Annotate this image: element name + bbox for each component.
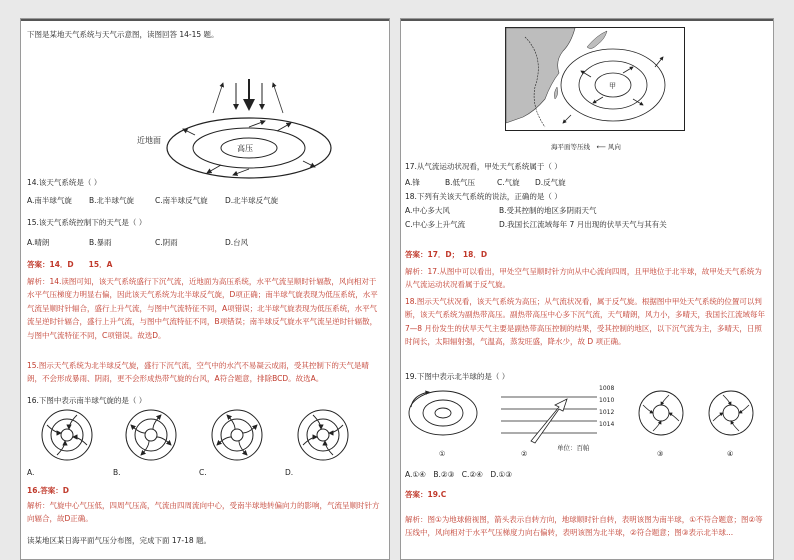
map-center-label: 甲 <box>609 82 616 90</box>
question-18: 18.下列有关该天气系统的说法，正确的是（ ） <box>405 192 562 201</box>
figure-num-4: ④ <box>727 450 734 458</box>
earth-topview-icon <box>409 391 477 435</box>
isobar-1012: 1012 <box>599 409 615 416</box>
intro-14-15: 下图是某地天气系统与天气示意图，读图回答 14-15 题。 <box>27 30 219 39</box>
left-page <box>20 18 390 560</box>
question-15: 15.该天气系统控制下的天气是（ ） <box>27 218 147 227</box>
answer-14-15: 答案：14．D 15．A <box>27 260 113 269</box>
isobar-1010: 1010 <box>599 397 615 404</box>
figure-num-2: ② <box>521 450 528 458</box>
cyclone-a-icon <box>42 410 92 460</box>
q18-option-a: A.中心多大风 <box>405 206 450 215</box>
hemisphere-options-figure <box>405 383 769 449</box>
analysis-19: 解析：图①为地球俯视图，箭头表示自转方向，地球顺时针自转，表明该图为南半球，①不符合题意；图②等压线中，风向相对于水平气压梯度力向右偏转，表明该图为北半球，②符合题意；图③表示北半球... <box>405 515 763 538</box>
analysis-18: 18.图示天气状况看，该天气系统为高压；从气流状况看，属于反气旋。根据图中甲处天气系统的位置可以判断，该天气系统为副热带高压。副热带高压中心多下沉气流，天气晴朗，风力小，多晴天，我国长江流域每年 7—8 月份发生的伏旱天气主要是副热带高压控制的结果，受其控制的地区，以下沉气流为主，多晴天，日照时间长，太阳辐射强，气温高，蒸发旺盛，降水少，故 D 项正确。 <box>405 297 765 347</box>
figure-num-1: ① <box>439 450 446 458</box>
q16-option-c: C. <box>199 468 207 477</box>
cyclone-d-icon <box>298 410 348 460</box>
isobar-1014: 1014 <box>599 421 615 428</box>
analysis-16: 解析：气旋中心气压低，四周气压高，气流由四周流向中心，受南半球地转偏向力的影响，气流呈顺时针方向辐合，故D正确。 <box>27 501 380 524</box>
map-legend: 海平面等压线 ⟵ 风向 <box>551 143 621 151</box>
cyclone-b-icon <box>126 410 176 460</box>
q17-option-b: B.低气压 <box>445 178 476 187</box>
q18-option-c: C.中心多上升气流 <box>405 220 466 229</box>
question-19: 19.下图中表示北半球的是（ ） <box>405 372 510 381</box>
answer-16: 16.答案：D <box>27 486 70 495</box>
anticyclone-diagram <box>161 75 371 185</box>
q14-option-d: D.北半球反气旋 <box>225 196 279 205</box>
analysis-14: 解析：14.读图可知，该天气系统盛行下沉气流，近地面为高压系统，水平气流呈顺时针辐散，风向相对于水平气压梯度力明显右偏，因此该天气系统为北半球反气旋，D项正确；南半球气旋表现为低压系统，水平气流呈顺时针辐合，盛行上升气流，与图中气流特征不同，A项错误；北半球气旋表现为低压系统，水平气流呈逆时针辐合，盛行上升气流，与图中气流特征不同，B项错误；南半球反气旋水平气流呈逆时针辐散，与图中气流特征不同，C项错误。故选D。 <box>27 277 378 340</box>
figure-num-3: ③ <box>657 450 664 458</box>
answer-19: 答案：19.C <box>405 490 447 499</box>
q15-option-a: A.晴朗 <box>27 238 50 247</box>
q18-option-b: B.受其控制的地区多阴雨天气 <box>499 206 597 215</box>
analysis-17: 解析：17.从图中可以看出，甲处空气呈顺时针方向从中心流向四周，且甲地位于北半球，故甲处天气系统为从气流运动状况看属于反气旋。 <box>405 267 762 290</box>
pressure-map <box>505 27 685 141</box>
q15-option-c: C.阴雨 <box>155 238 178 247</box>
high-pressure-label: 高压 <box>237 144 253 153</box>
q16-option-d: D. <box>285 468 294 477</box>
q18-option-d: D.我国长江流域每年 7 月出现的伏旱天气与其有关 <box>499 220 667 229</box>
q17-option-a: A.锋 <box>405 178 420 187</box>
analysis-15: 15.图示天气系统为北半球反气旋，盛行下沉气流，空气中的水汽不易凝云成雨，受其控制下的天气是晴朗，不会形成暴雨、阴雨，更不会形成热带气旋的台风，A符合题意，排除BCD。故选A。 <box>27 361 369 384</box>
cyclone-4-icon <box>709 391 753 435</box>
q16-option-a: A. <box>27 468 35 477</box>
q14-option-a: A.南半球气旋 <box>27 196 72 205</box>
right-page <box>400 18 774 560</box>
near-ground-label: 近地面 <box>137 136 161 145</box>
question-16: 16.下图中表示南半球气旋的是（ ） <box>27 396 147 405</box>
q14-option-c: C.南半球反气旋 <box>155 196 208 205</box>
question-17: 17.从气流运动状况看，甲处天气系统属于（ ） <box>405 162 562 171</box>
isobar-1008: 1008 <box>599 385 615 392</box>
cyclone-options-figure <box>29 407 369 467</box>
q17-option-c: C.气旋 <box>497 178 520 187</box>
cyclone-3-icon <box>639 391 683 435</box>
cyclone-c-icon <box>212 410 262 460</box>
page-top-rule <box>21 19 389 21</box>
isobar-wind-icon <box>501 397 597 443</box>
q19-options: A.①④ B.②③ C.②④ D.①③ <box>405 470 512 479</box>
q15-option-d: D.台风 <box>225 238 249 247</box>
q14-option-b: B.北半球气旋 <box>89 196 135 205</box>
page-top-rule <box>401 19 773 21</box>
answer-17-18: 答案：17．D； 18．D <box>405 250 488 259</box>
q17-option-d: D.反气旋 <box>535 178 566 187</box>
q15-option-b: B.暴雨 <box>89 238 112 247</box>
q16-option-b: B. <box>113 468 121 477</box>
isobar-unit: 单位：百帕 <box>557 444 590 452</box>
intro-17-18: 读某地区某日海平面气压分布图，完成下面 17-18 题。 <box>27 536 212 545</box>
question-14: 14.该天气系统是（ ） <box>27 178 102 187</box>
